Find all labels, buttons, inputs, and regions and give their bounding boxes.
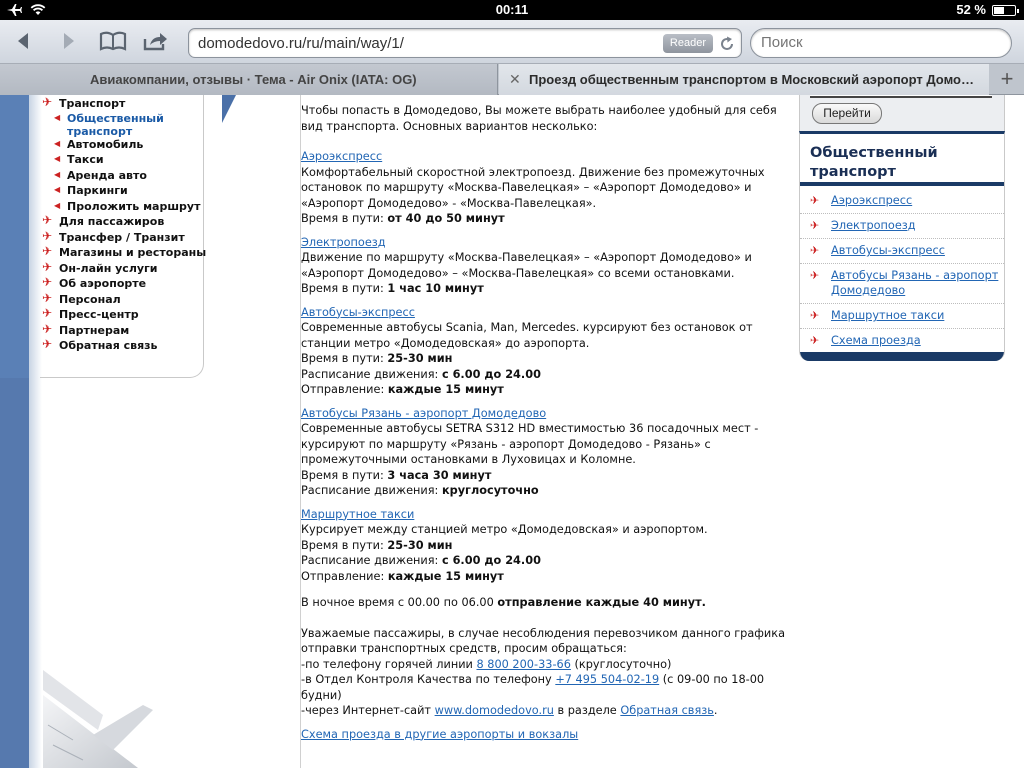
- tab-air-onix[interactable]: [0, 64, 498, 95]
- address-bar[interactable]: [188, 28, 742, 58]
- elektropoezd-text: «Аэропорт Домодедово» – «Москва-Павелецкая» со всеми остановками.: [301, 266, 735, 280]
- clock: 00:11: [495, 2, 529, 17]
- schedule-value: круглосуточно: [441, 484, 539, 497]
- search-bar[interactable]: [750, 28, 1012, 58]
- side-link-aeroexpress[interactable]: [800, 189, 1005, 214]
- other-airports-link[interactable]: Схема проезда в другие аэропорты и вокзалы: [301, 727, 579, 741]
- taxi-time: [301, 538, 796, 554]
- nav-label: Пресс-центр: [59, 308, 139, 321]
- time-label: Время в пути:: [301, 352, 388, 365]
- taxi-text: Курсирует между станцией метро «Домодедовская» и аэропортом.: [301, 523, 708, 536]
- qc-prefix: -в Отдел Контроля Качества по телефону: [301, 673, 556, 686]
- plane-bullet-icon: ✈: [810, 219, 820, 232]
- web-mid: в разделе: [553, 704, 621, 717]
- nav-label: Он-лайн услуги: [59, 262, 158, 275]
- time-value: от 40 до 50 минут: [387, 212, 505, 225]
- section-elektropoezd: [301, 235, 796, 297]
- intro-line: Чтобы попасть в Домодедово, Вы можете выбрать наиболее удобный для себя: [301, 104, 777, 117]
- elektropoezd-text: Движение по маршруту «Москва-Павелецкая» – «Аэропорт Домодедово» и: [301, 251, 752, 264]
- plane-bullet-icon: ✈: [42, 229, 53, 243]
- bookmarks-button[interactable]: [97, 28, 129, 54]
- main-content: [300, 95, 795, 768]
- bus-express-text: станции метро «Домодедовская» до аэропорта.: [301, 336, 590, 350]
- notice-line: Уважаемые пассажиры, в случае несоблюдения перевозчиком данного графика: [301, 626, 786, 640]
- left-navigation: [40, 95, 207, 378]
- right-sidebar: [799, 95, 1005, 361]
- tab-bar: [0, 64, 1024, 95]
- nav-label-text: Общественный транспорт: [67, 112, 164, 138]
- time-value: 25-30 мин: [387, 538, 453, 552]
- search-input[interactable]: [761, 34, 1001, 51]
- hotline-prefix: -по телефону горячей линии: [301, 657, 477, 671]
- battery-fill: [994, 7, 1004, 14]
- time-value: 25-30 мин: [387, 352, 453, 365]
- side-link-elektropoezd[interactable]: [800, 214, 1005, 239]
- battery-percent: 52 %: [956, 2, 986, 17]
- public-transport-box: [799, 131, 1005, 361]
- reader-button[interactable]: Reader: [663, 34, 713, 53]
- time-value: 3 часа 30 минут: [387, 468, 492, 482]
- night-bold: отправление каждые 40 минут.: [497, 596, 706, 609]
- share-icon: [143, 31, 169, 51]
- aeroexpress-time: [301, 211, 796, 227]
- feedback-link[interactable]: Обратная связь: [620, 704, 714, 717]
- page-left-stripe: [0, 95, 29, 768]
- stripe-lower: [0, 378, 29, 768]
- plane-bullet-icon: ✈: [810, 309, 820, 322]
- triangle-bullet-icon: ◀: [54, 170, 61, 179]
- nav-label: Партнерам: [59, 324, 130, 337]
- airplane-decoration-image: [43, 655, 243, 768]
- tab-label: Авиакомпании, отзывы · Тема - Air Onix (IATA: OG): [90, 72, 417, 87]
- new-tab-button[interactable]: +: [1000, 66, 1014, 91]
- plane-bullet-icon: ✈: [810, 194, 820, 207]
- tab-label: Проезд общественным транспортом в Московский аэропорт Домо…: [529, 72, 974, 87]
- plane-bullet-icon: ✈: [810, 269, 820, 282]
- plane-bullet-icon: ✈: [810, 334, 820, 347]
- plane-bullet-icon: ✈: [810, 244, 820, 257]
- box-title-rule: [800, 182, 1005, 186]
- departure-value: каждые 15 минут: [387, 383, 504, 396]
- time-label: Время в пути:: [301, 538, 388, 552]
- nav-label: Персонал: [59, 293, 121, 306]
- side-link-bus-express[interactable]: [800, 239, 1005, 264]
- aeroexpress-link[interactable]: Аэроэкспресс: [301, 150, 383, 163]
- sidebar-search-field[interactable]: [810, 95, 992, 98]
- side-link-taxi[interactable]: [800, 304, 1005, 329]
- hotline-line: [301, 657, 796, 673]
- plane-bullet-icon: ✈: [42, 260, 53, 274]
- schedule-value: с 6.00 до 24.00: [441, 367, 541, 381]
- nav-label: [67, 112, 177, 138]
- departure-value: каждые 15 минут: [387, 569, 504, 583]
- back-arrow-icon: [14, 31, 34, 51]
- side-link-label: Автобусы Рязань - аэропорт Домодедово: [831, 269, 999, 297]
- section-bus-express: [301, 305, 796, 398]
- notice-line: отправки транспортных средств, просим обращаться:: [301, 642, 627, 655]
- plane-bullet-icon: ✈: [42, 244, 53, 258]
- triangle-bullet-icon: ◀: [54, 201, 61, 210]
- side-link-label: Маршрутное такси: [831, 309, 945, 322]
- nav-label: Проложить маршрут: [67, 200, 201, 213]
- side-link-label: Автобусы-экспресс: [831, 244, 945, 257]
- web-line: [301, 703, 796, 719]
- battery-icon: [992, 5, 1016, 16]
- web-prefix: -через Интернет-сайт: [301, 704, 435, 717]
- nav-label: Об аэропорте: [59, 277, 147, 290]
- side-link-label: Аэроэкспресс: [831, 194, 913, 207]
- web-suffix: .: [713, 704, 718, 717]
- box-footer-bar: [800, 352, 1005, 361]
- side-link-label: Электропоезд: [831, 219, 916, 232]
- address-text[interactable]: domodedovo.ru/ru/main/way/1/: [198, 35, 404, 52]
- nav-label: Для пассажиров: [59, 215, 165, 228]
- plane-bullet-icon: ✈: [42, 275, 53, 289]
- qc-line: [301, 672, 796, 688]
- forward-button[interactable]: [52, 28, 84, 54]
- plane-bullet-icon: ✈: [42, 213, 53, 227]
- schedule-label: Расписание движения:: [301, 484, 442, 497]
- qc-line-2: будни): [301, 688, 342, 702]
- schedule-label: Расписание движения:: [301, 367, 442, 381]
- intro-line: вид транспорта. Основных вариантов несколько:: [301, 119, 598, 133]
- time-label: Время в пути:: [301, 282, 388, 295]
- website-link[interactable]: www.domodedovo.ru: [434, 704, 554, 717]
- plane-bullet-icon: ✈: [42, 95, 53, 109]
- triangle-bullet-icon: ◀: [54, 154, 61, 163]
- nav-label: Аренда авто: [67, 169, 147, 182]
- side-link-label: Схема проезда: [831, 334, 921, 347]
- reload-button[interactable]: [717, 34, 737, 54]
- schedule-label: Расписание движения:: [301, 554, 442, 567]
- bus-express-departure: [301, 382, 796, 398]
- section-bus-ryazan: [301, 406, 796, 499]
- triangle-bullet-icon: ◀: [54, 185, 61, 194]
- plane-bullet-icon: ✈: [42, 306, 53, 320]
- side-link-bus-ryazan[interactable]: [800, 264, 1005, 304]
- status-right: [956, 2, 1016, 17]
- triangle-bullet-icon: ◀: [54, 139, 61, 148]
- aeroexpress-text: «Аэропорт Домодедово» - «Москва-Павелецкая».: [301, 196, 597, 210]
- reload-icon: [719, 36, 735, 52]
- elektropoezd-link[interactable]: Электропоезд: [301, 235, 386, 249]
- hotline-phone-link[interactable]: 8 800 200-33-66: [476, 657, 571, 671]
- bus-ryazan-text: промежуточными остановками в Луховицах и Коломне.: [301, 453, 636, 466]
- intro: [301, 103, 796, 134]
- nav-label: Обратная связь: [59, 339, 158, 352]
- close-tab-icon[interactable]: ✕: [509, 71, 521, 87]
- nav-label: Транспорт: [59, 97, 126, 110]
- departure-label: Отправление:: [301, 569, 388, 583]
- content-body: [301, 103, 796, 742]
- qc-phone-link[interactable]: +7 495 504-02-19: [555, 673, 660, 686]
- nav-label: Автомобиль: [67, 138, 144, 151]
- bus-ryazan-text: курсируют по маршруту «Рязань - аэропорт Домодедово - Рязань» с: [301, 437, 711, 451]
- triangle-bullet-icon: ◀: [54, 113, 61, 122]
- web-page: [0, 95, 1024, 768]
- nav-label: Трансфер / Транзит: [59, 231, 185, 244]
- bus-express-time: [301, 351, 796, 367]
- bus-ryazan-schedule: [301, 483, 796, 499]
- bookmarks-book-icon: [99, 31, 127, 51]
- search-widget: [799, 95, 1005, 131]
- section-taxi: [301, 507, 796, 585]
- departure-label: Отправление:: [301, 383, 388, 396]
- nav-label: Магазины и рестораны: [59, 246, 207, 259]
- bus-express-schedule: [301, 367, 796, 383]
- taxi-schedule: [301, 553, 796, 569]
- browser-toolbar: [0, 20, 1024, 64]
- bus-ryazan-link[interactable]: Автобусы Рязань - аэропорт Домодедово: [301, 406, 547, 420]
- qc-suffix: (с 09-00 по 18-00: [659, 673, 765, 686]
- time-label: Время в пути:: [301, 468, 388, 482]
- share-button[interactable]: [140, 28, 172, 54]
- bus-express-link[interactable]: Автобусы-экспресс: [301, 305, 415, 319]
- aeroexpress-text: остановок по маршруту «Москва-Павелецкая» – «Аэропорт Домодедово» и: [301, 181, 752, 194]
- hotline-suffix: (круглосуточно): [570, 657, 672, 671]
- status-bar: [0, 0, 1024, 20]
- elektropoezd-time: [301, 281, 796, 297]
- side-link-scheme[interactable]: [800, 329, 1005, 354]
- tab-domodedovo[interactable]: [499, 64, 989, 95]
- plane-bullet-icon: ✈: [42, 337, 53, 351]
- night-note: [301, 595, 796, 611]
- forward-arrow-icon: [58, 31, 78, 51]
- taxi-departure: [301, 569, 796, 585]
- contact-notice: [301, 626, 796, 719]
- nav-label: Такси: [67, 153, 104, 166]
- decorative-wedge: [222, 95, 236, 123]
- aeroexpress-text: Комфортабельный скоростной электропоезд. Движение без промежуточных: [301, 165, 765, 179]
- night-prefix: В ночное время с 00.00 по 06.00: [301, 596, 498, 609]
- bus-ryazan-text: Современные автобусы SETRA S312 HD вместимостью 36 посадочных мест -: [301, 422, 759, 435]
- schedule-value: с 6.00 до 24.00: [441, 554, 541, 567]
- bus-express-text: Современные автобусы Scania, Man, Mercedes. курсируют без остановок от: [301, 321, 753, 334]
- time-value: 1 час 10 минут: [387, 282, 484, 295]
- plane-bullet-icon: ✈: [42, 291, 53, 305]
- section-aeroexpress: [301, 149, 796, 227]
- plane-bullet-icon: ✈: [42, 322, 53, 336]
- time-label: Время в пути:: [301, 212, 388, 225]
- go-button[interactable]: Перейти: [812, 103, 882, 124]
- back-button[interactable]: [8, 28, 40, 54]
- nav-label: Паркинги: [67, 184, 128, 197]
- taxi-link[interactable]: Маршрутное такси: [301, 507, 415, 521]
- bus-ryazan-time: [301, 468, 796, 484]
- box-title: Общественный транспорт: [810, 145, 938, 180]
